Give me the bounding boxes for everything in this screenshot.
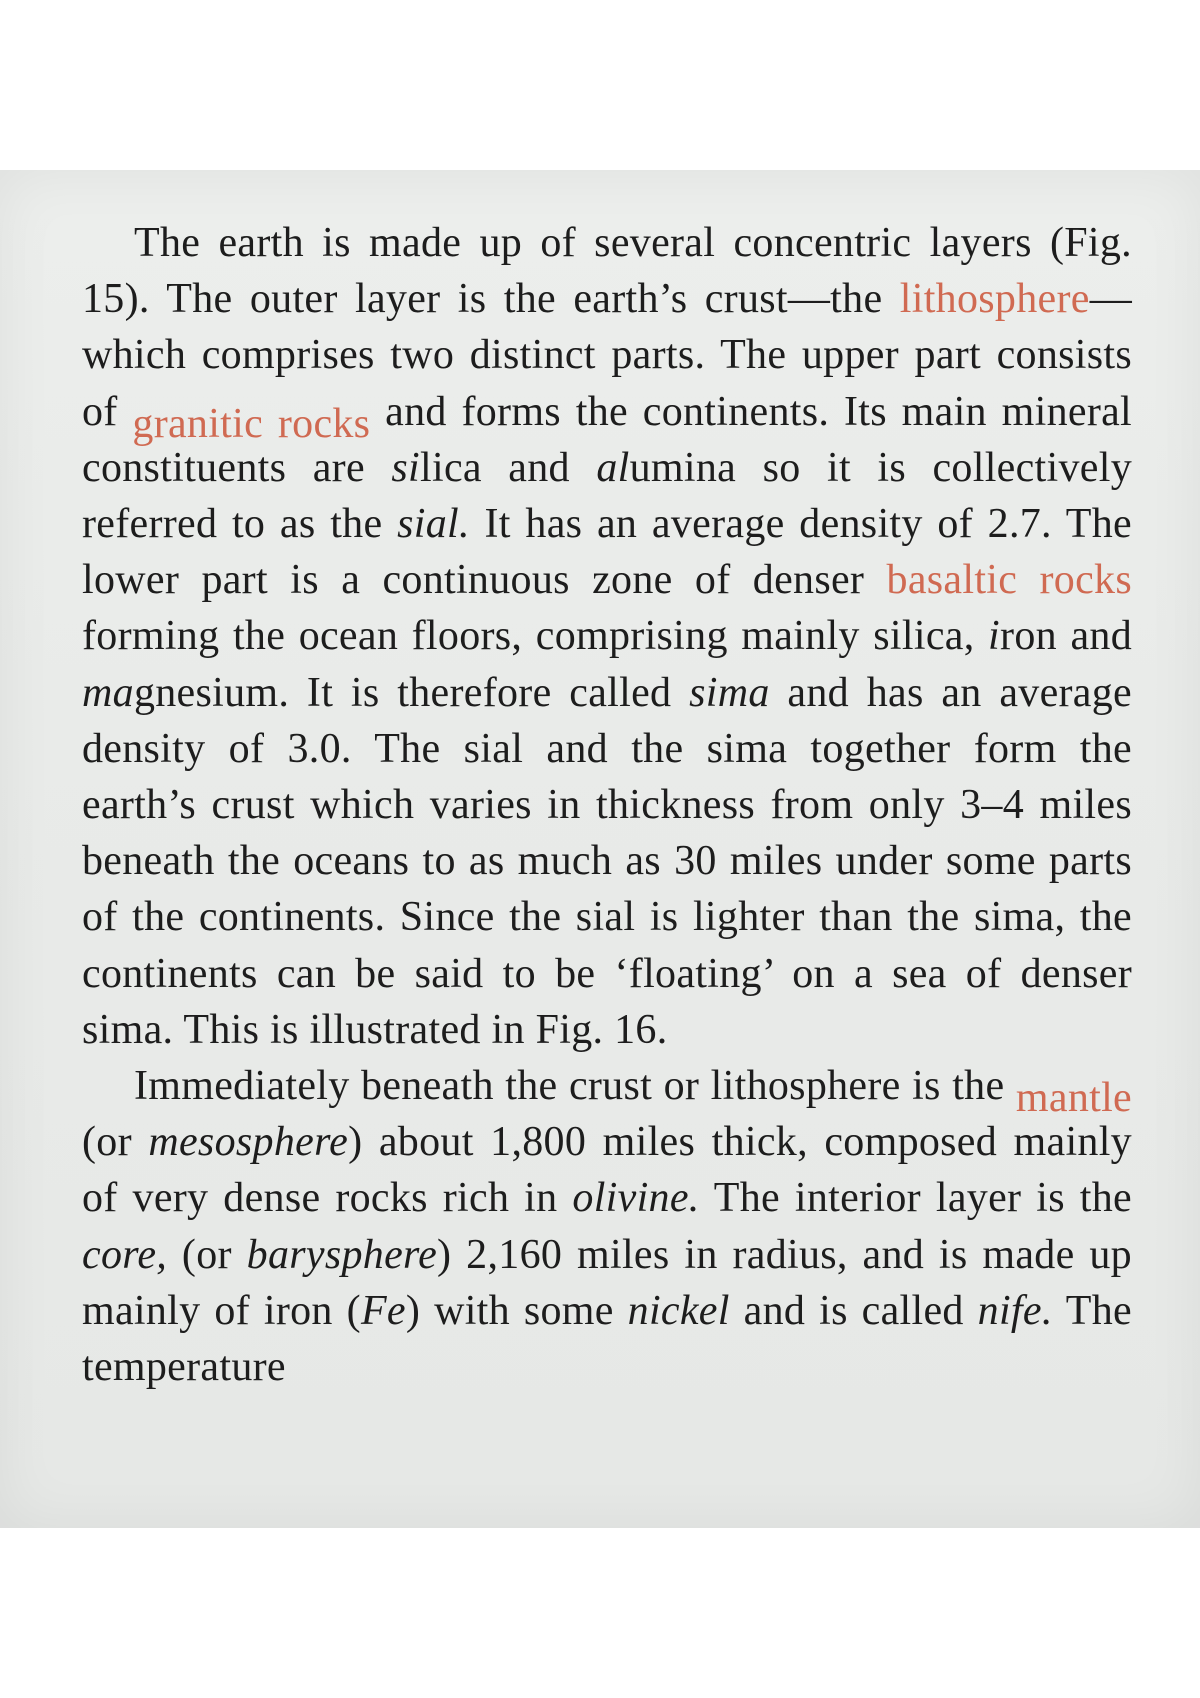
text-run: umina so it is collectively referred to as the [82, 444, 1132, 548]
highlighted-term: mantle [1015, 1075, 1132, 1122]
text-run: lica and [420, 444, 597, 491]
text-run: gnesium. It is therefore called [133, 669, 690, 716]
text-run: The earth is made up of several concentric layers (Fig. 15). The outer layer is the earth’s crust—the [82, 220, 1132, 323]
paragraph-1 [82, 215, 1132, 1058]
italic-term: sima [689, 669, 770, 716]
italic-term: sial. [397, 501, 470, 548]
italic-term: core, [82, 1231, 168, 1278]
italic-term: i [988, 613, 1001, 660]
text-run: ) about 1,800 miles thick, composed mainly of very dense rocks rich in [82, 1119, 1132, 1222]
paragraph-2 [82, 1058, 1132, 1395]
text-run: ron and [1000, 613, 1132, 660]
text-run: The temperature [82, 1287, 1132, 1391]
italic-term: mesosphere [148, 1119, 349, 1166]
highlighted-term: basaltic rocks [886, 557, 1132, 604]
text-run: (or [167, 1231, 247, 1278]
italic-term: al [596, 444, 630, 491]
italic-term: si [391, 444, 420, 491]
italic-term: barysphere [246, 1231, 438, 1278]
text-run: (or [82, 1119, 149, 1166]
text-run: It has an average density of 2.7. The lower part is a continuous zone of denser [82, 501, 1132, 604]
italic-term: ma [82, 669, 134, 716]
text-run: and is called [729, 1287, 978, 1334]
highlighted-term: lithosphere [899, 276, 1090, 323]
italic-term: olivine. [572, 1175, 700, 1222]
text-run: forming the ocean floors, comprising mainly silica, [82, 613, 989, 660]
text-run: —which comprises two distinct parts. The upper part consists of [82, 276, 1132, 435]
text-run: Immediately beneath the crust or lithosphere is the [134, 1063, 1016, 1110]
text-run: The interior layer is the [699, 1175, 1132, 1222]
text-run: and has an average density of 3.0. The sial and the sima together form the earth’s crust which varies in thickness from only 3–4 miles beneath the oceans to as much as 30 miles under some parts of the continents. Since the sial is lighter than the sima, the continents can be said to be ‘floating’ on a sea of denser sima. This is illustrated in Fig. 16. [82, 669, 1132, 1053]
text-run: and forms the continents. Its main mineral constituents are [82, 388, 1133, 491]
italic-term: nickel [627, 1287, 730, 1334]
italic-term: nife. [977, 1287, 1053, 1334]
italic-term: Fe [360, 1287, 406, 1334]
highlighted-term: granitic rocks [132, 400, 371, 447]
text-run: ) with some [405, 1287, 628, 1334]
text-body [82, 215, 1132, 1395]
text-run: ) 2,160 miles in radius, and is made up mainly of iron ( [82, 1231, 1132, 1334]
